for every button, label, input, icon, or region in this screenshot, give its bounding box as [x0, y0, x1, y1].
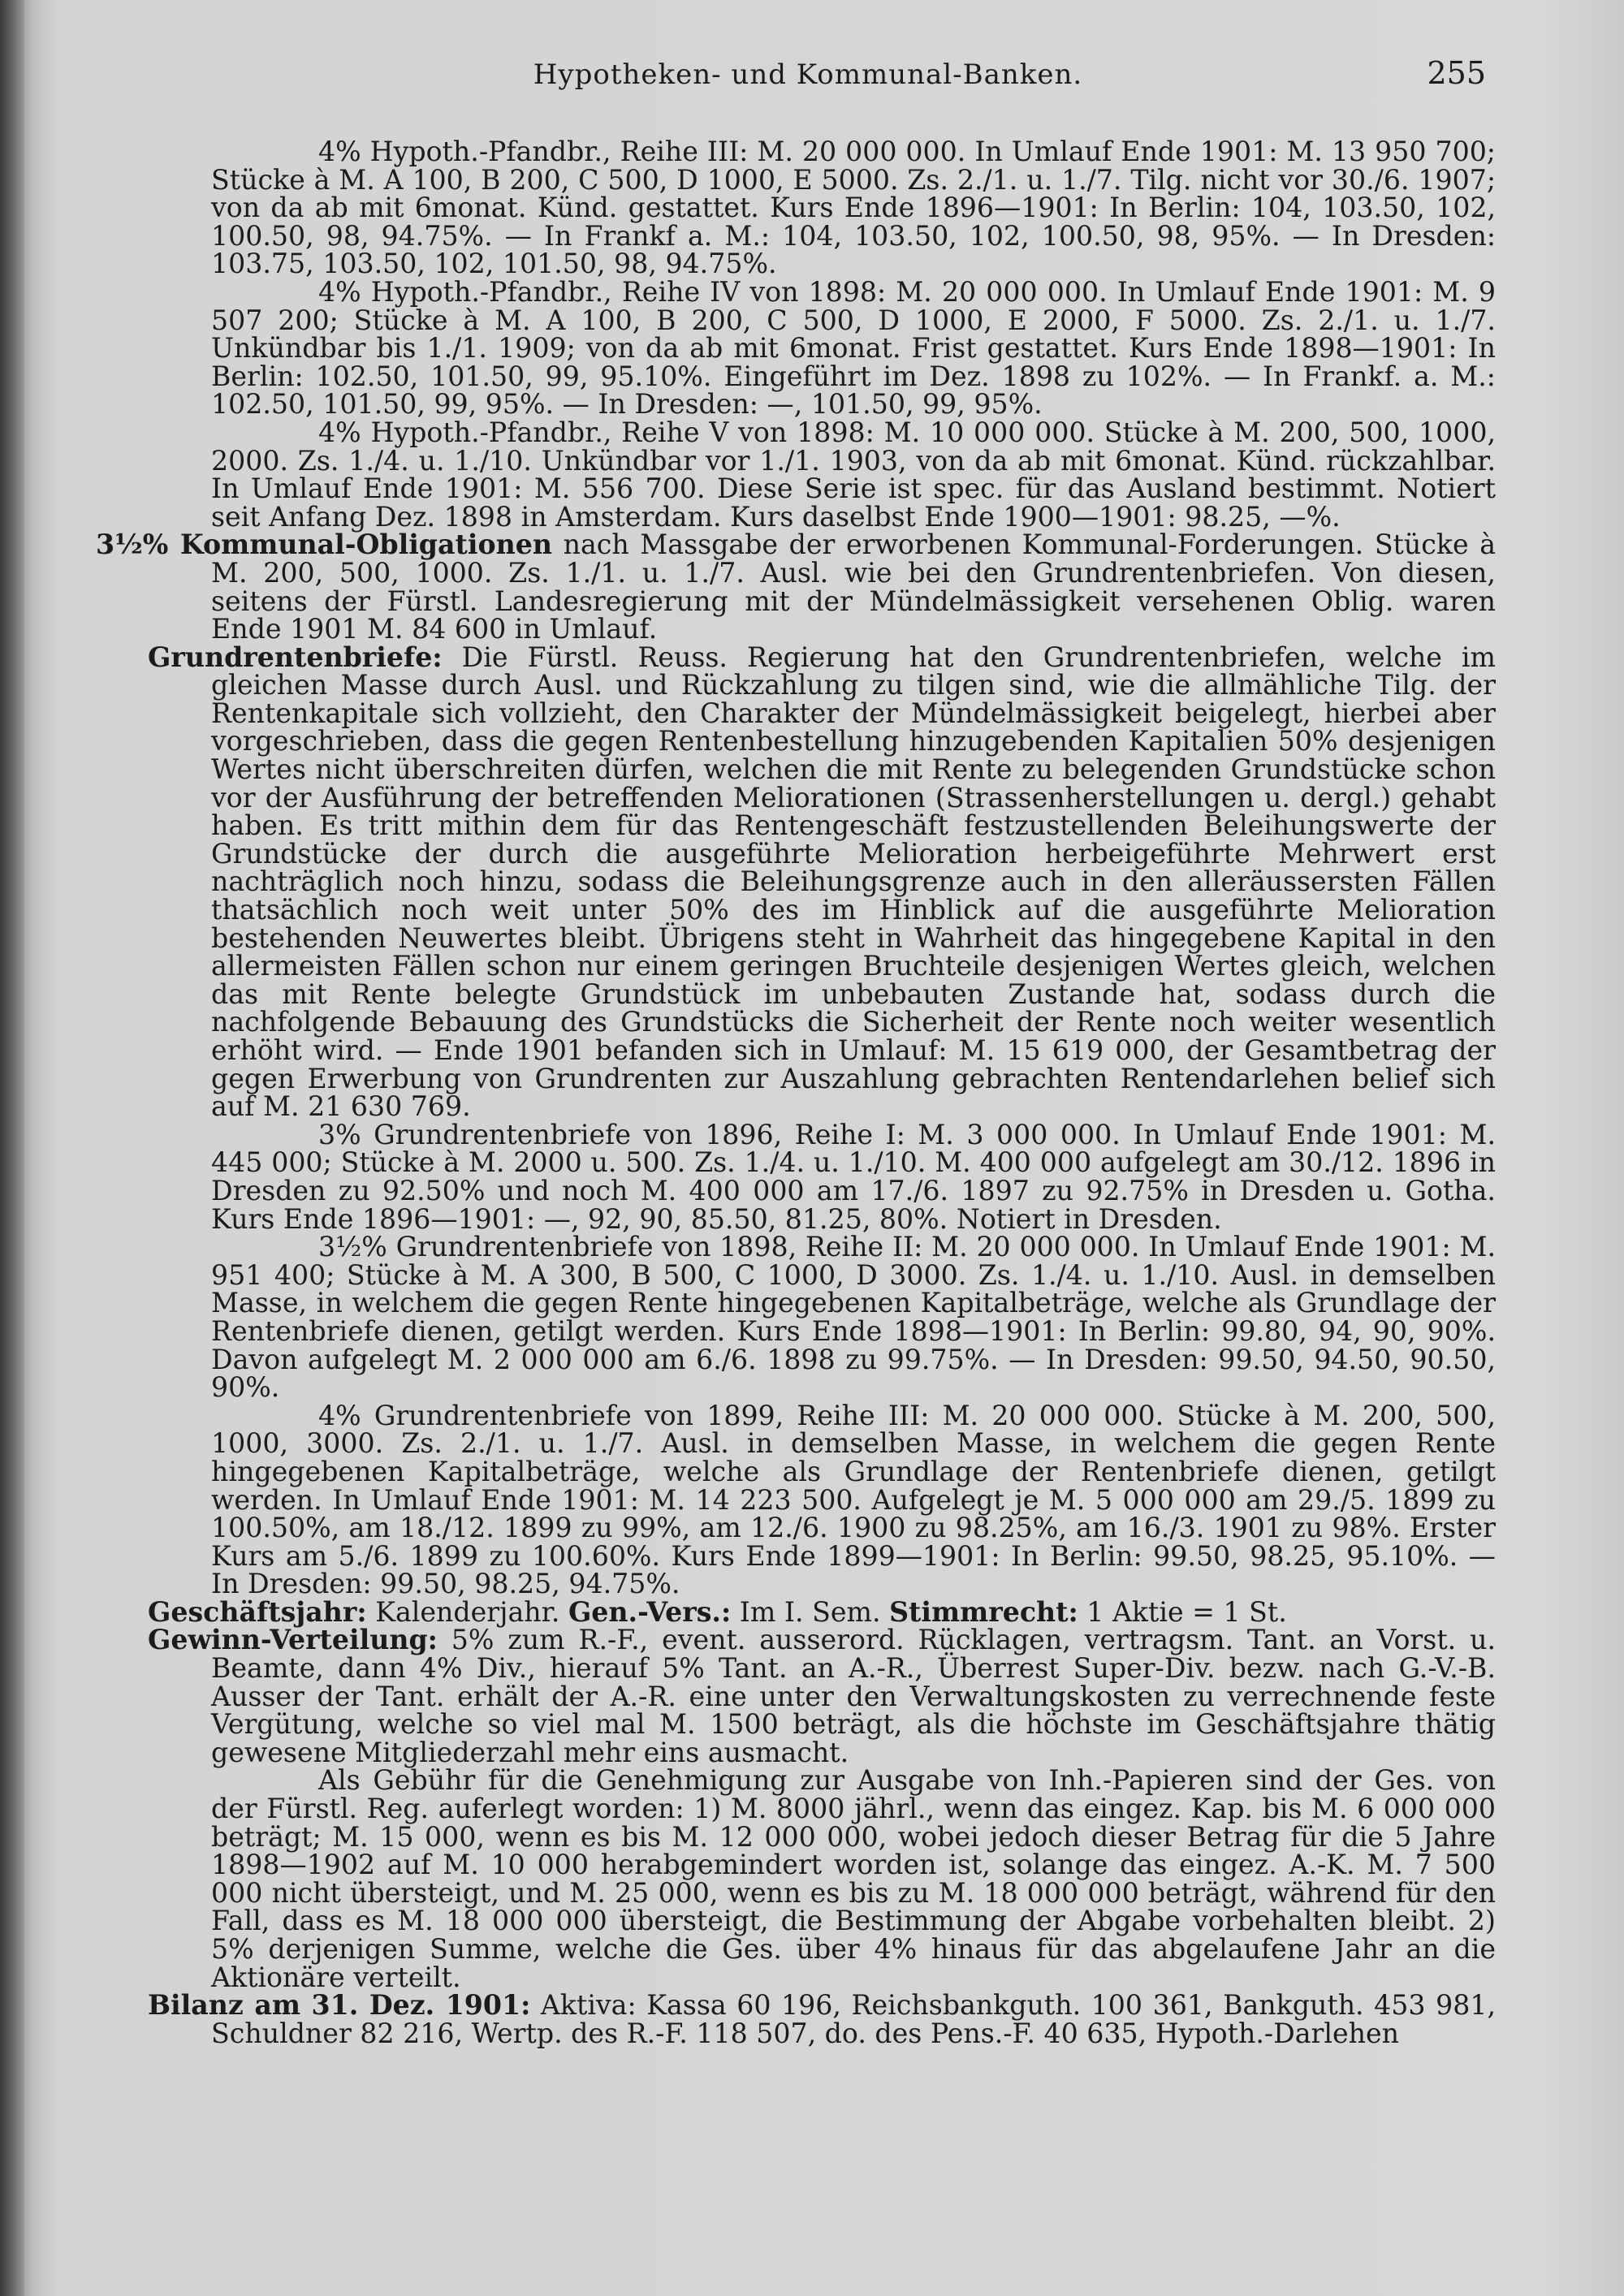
paragraph-grundrenten-reihe-2: 3½% Grundrentenbriefe von 1898, Reihe II: M. 20 000 000. In Umlauf Ende 1901: M. 951 400; Stücke à M. A 300, B 500, C 1000, D 3000. Zs. 1./4. u. 1./10. Ausl. in demselben Masse, in welchem die gegen Rente hingegebenen Kapitalbeträge, welche als Grundlage der Rentenbriefe dienen, getilgt werden. Kurs Ende 1898—1901: In Berlin: 99.80, 94, 90, 90%. Davon aufgelegt M. 2 000 000 am 6./6. 1898 zu 99.75%. — In Dresden: 99.50, 94.50, 90.50, 90%.	[211, 1231, 1496, 1404]
section-heading: 3½% Kommunal-Obligationen	[96, 529, 552, 561]
paragraph-geschaeftsjahr: Geschäftsjahr: Kalenderjahr. Gen.-Vers.: Im I. Sem. Stimmrecht: 1 Aktie = 1 St.	[148, 1595, 1287, 1628]
section-heading: Gewinn-Verteilung:	[148, 1624, 438, 1656]
paragraph-pfandbr-reihe-3: 4% Hypoth.-Pfandbr., Reihe III: M. 20 000 000. In Umlauf Ende 1901: M. 13 950 700; Stücke à M. A 100, B 200, C 500, D 1000, E 5000. Zs. 2./1. u. 1./7. Tilg. nicht vor 30./6. 1907; von da ab mit 6monat. Künd. gestattet. Kurs Ende 1896—1901: In Berlin: 104, 103.50, 102, 100.50, 98, 94.75%. — In Frankf a. M.: 104, 103.50, 102, 100.50, 98, 95%. — In Dresden: 103.75, 103.50, 102, 101.50, 98, 94.75%.	[211, 136, 1496, 280]
paragraph-grundrentenbriefe: Grundrentenbriefe: Die Fürstl. Reuss. Regierung hat den Grundrentenbriefen, welche im gleichen Masse durch Ausl. und Rückzahlung zu tilgen sind, wie die allmähliche Tilg. der Rentenkapitale sich vollzieht, den Charakter der Mündelmässigkeit beigelegt, hierbei aber vorgeschrieben, dass die gegen Rentenbestellung hinzugebenden Kapitalien 50% desjenigen Wertes nicht überschreiten dürfen, welchen die mit Rente zu belegenden Grundstücke schon vor der Ausführung der betreffenden Meliorationen (Strassenherstellungen u. dergl.) gehabt haben. Es tritt mithin dem für das Rentengeschäft festzustellenden Beleihungswerte der Grundstücke der durch die ausgeführte Melioration herbeigeführte Mehrwert erst nachträglich noch hinzu, sodass die Beleihungsgrenze auch in den alleräussersten Fällen thatsächlich noch weit unter 50% des im Hinblick auf die ausgeführte Melioration bestehenden Neuwertes bleibt. Übrigens steht in Wahrheit das hingegebene Kapital in den allermeisten Fällen schon nur einem geringen Bruchteile desjenigen Wertes gleich, welchen das mit Rente belegte Grundstück im unbebauten Zustande hat, sodass durch die nachfolgende Bebauung des Grundstücks die Sicherheit der Rente noch weiter wesentlich erhöht wird. — Ende 1901 befanden sich in Umlauf: M. 15 619 000, der Gesamtbetrag der gegen Erwerbung von Grundrenten zur Auszahlung gebrachten Rentendarlehen belief sich auf M. 21 630 769.	[148, 641, 1496, 1123]
section-heading: Geschäftsjahr:	[148, 1595, 367, 1628]
paragraph-gewinn-verteilung: Gewinn-Verteilung: 5% zum R.-F., event. ausserord. Rücklagen, vertragsm. Tant. an Vorst. u. Beamte, dann 4% Div., hierauf 5% Tant. an A.-R., Überrest Super-Div. bezw. nach G.-V.-B. Ausser der Tant. erhält der A.-R. eine unter den Verwaltungskosten zu verrechnende feste Vergütung, welche so viel mal M. 1500 beträgt, als die höchste im Geschäftsjahre thätig gewesene Mitgliederzahl mehr eins ausmacht.	[148, 1624, 1496, 1768]
section-heading: Bilanz am 31. Dez. 1901:	[148, 1989, 531, 2022]
paragraph-bilanz: Bilanz am 31. Dez. 1901: Aktiva: Kassa 60 196, Reichsbankguth. 100 361, Bankguth. 453 981, Schuldner 82 216, Wertp. des R.-F. 118 507, do. des Pens.-F. 40 635, Hypoth.-Darlehen	[148, 1989, 1496, 2049]
page-body	[96, 136, 1497, 2049]
paragraph-pfandbr-reihe-5: 4% Hypoth.-Pfandbr., Reihe V von 1898: M. 10 000 000. Stücke à M. 200, 500, 1000, 2000. Zs. 1./4. u. 1./10. Unkündbar vor 1./1. 1903, von da ab mit 6monat. Künd. rückzahlbar. In Umlauf Ende 1901: M. 556 700. Diese Serie ist spec. für das Ausland bestimmt. Notiert seit Anfang Dez. 1898 in Amsterdam. Kurs daselbst Ende 1900—1901: 98.25, —%.	[211, 416, 1496, 533]
paragraph-grundrenten-reihe-3: 4% Grundrentenbriefe von 1899, Reihe III: M. 20 000 000. Stücke à M. 200, 500, 1000, 3000. Zs. 2./1. u. 1./7. Ausl. in demselben Masse, in welchem die gegen Rente hingegebenen Kapitalbeträge, welche als Grundlage der Rentenbriefe dienen, getilgt werden. In Umlauf Ende 1901: M. 14 223 500. Aufgelegt je M. 5 000 000 am 29./5. 1899 zu 100.50%, am 18./12. 1899 zu 99%, am 12./6. 1900 zu 98.25%, am 16./3. 1901 zu 98%. Erster Kurs am 5./6. 1899 zu 100.60%. Kurs Ende 1899—1901: In Berlin: 99.50, 98.25, 95.10%. — In Dresden: 99.50, 98.25, 94.75%.	[211, 1399, 1496, 1600]
section-heading: Grundrentenbriefe:	[148, 641, 443, 673]
section-heading: Stimmrecht:	[889, 1595, 1078, 1628]
header-title: Hypotheken- und Kommunal-Banken.	[533, 58, 1083, 91]
paragraph-gebuehr: Als Gebühr für die Genehmigung zur Ausgabe von Inh.-Papieren sind der Ges. von der Fürstl. Reg. auferlegt worden: 1) M. 8000 jährl., wenn das eingez. Kap. bis M. 6 000 000 beträgt; M. 15 000, wenn es bis M. 12 000 000, wobei jedoch dieser Betrag für die 5 Jahre 1898—1902 auf M. 10 000 herabgemindert worden ist, solange das eingez. A.-K. M. 7 500 000 nicht übersteigt, und M. 25 000, wenn es bis zu M. 18 000 000 beträgt, während für den Fall, dass es M. 18 000 000 übersteigt, die Bestimmung der Abgabe vorbehalten bleibt. 2) 5% derjenigen Summe, welche die Ges. über 4% hinaus für das abgelaufene Jahr an die Aktionäre verteilt.	[211, 1764, 1496, 1993]
paragraph-kommunal-obligationen: 3½% Kommunal-Obligationen nach Massgabe der erworbenen Kommunal-Forderungen. Stücke à M. 200, 500, 1000. Zs. 1./1. u. 1./7. Ausl. wie bei den Grundrentenbriefen. Von diesen, seitens der Fürstl. Landesregierung mit der Mündelmässigkeit versehenen Oblig. waren Ende 1901 M. 84 600 in Umlauf.	[96, 529, 1497, 645]
page-number: 255	[1427, 55, 1486, 91]
paragraph-grundrenten-reihe-1: 3% Grundrentenbriefe von 1896, Reihe I: M. 3 000 000. In Umlauf Ende 1901: M. 445 000; Stücke à M. 2000 u. 500. Zs. 1./4. u. 1./10. M. 400 000 aufgelegt am 30./12. 1896 in Dresden zu 92.50% und noch M. 400 000 am 17./6. 1897 zu 92.75% in Dresden u. Gotha. Kurs Ende 1896—1901: —, 92, 90, 85.50, 81.25, 80%. Notiert in Dresden.	[211, 1118, 1496, 1235]
section-heading: Gen.-Vers.:	[568, 1595, 732, 1628]
paragraph-pfandbr-reihe-4: 4% Hypoth.-Pfandbr., Reihe IV von 1898: M. 20 000 000. In Umlauf Ende 1901: M. 9 507 200; Stücke à M. A 100, B 200, C 500, D 1000, E 2000, F 5000. Zs. 2./1. u. 1./7. Unkündbar bis 1./1. 1909; von da ab mit 6monat. Frist gestattet. Kurs Ende 1898—1901: In Berlin: 102.50, 101.50, 99, 95.10%. Eingeführt im Dez. 1898 zu 102%. — In Frankf. a. M.: 102.50, 101.50, 99, 95%. — In Dresden: —, 101.50, 99, 95%.	[211, 275, 1496, 421]
book-spine-shadow	[0, 0, 24, 2296]
running-header	[130, 55, 1486, 99]
